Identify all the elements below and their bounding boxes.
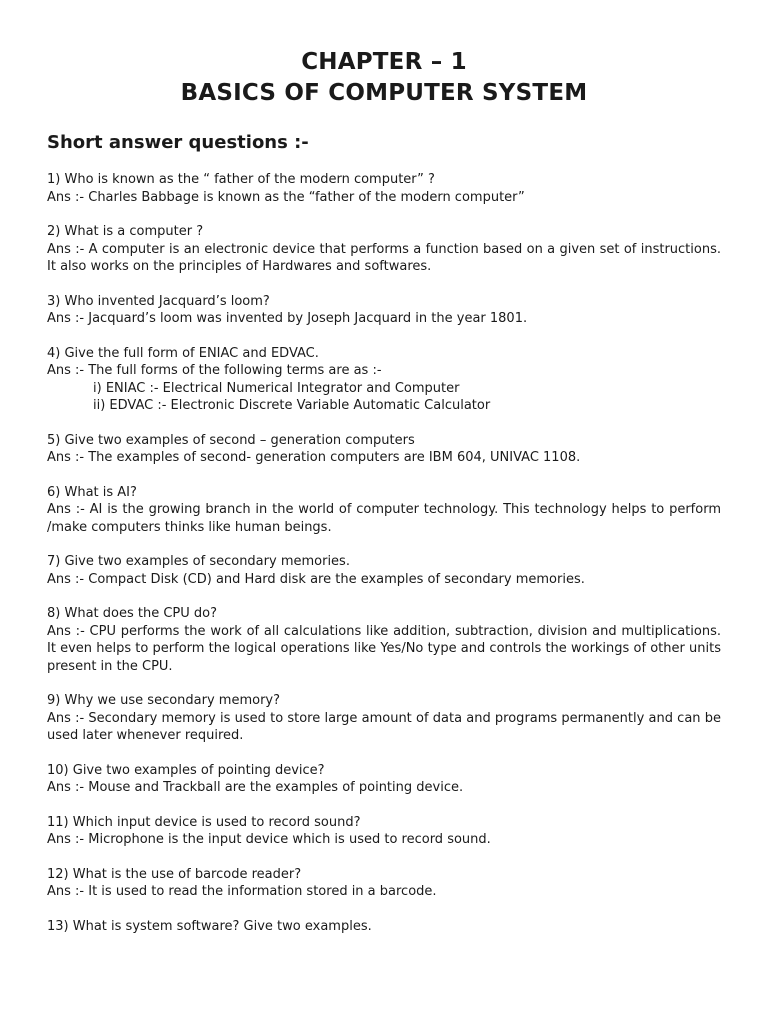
answer-4: Ans :- The full forms of the following terms are as :- <box>47 363 382 378</box>
answer-11: Ans :- Microphone is the input device which is used to record sound. <box>47 832 491 847</box>
answer-3: Ans :- Jacquard’s loom was invented by Joseph Jacquard in the year 1801. <box>47 311 528 326</box>
qa-item-4 <box>47 345 721 415</box>
question-7: 7) Give two examples of secondary memories. <box>47 554 350 569</box>
answer-10: Ans :- Mouse and Trackball are the examples of pointing device. <box>47 780 464 795</box>
qa-item-12 <box>47 866 721 901</box>
qa-item-9 <box>47 692 721 745</box>
qa-item-13 <box>47 918 721 936</box>
answer-2: Ans :- A computer is an electronic device that performs a function based on a given set of instructions. It also works on the principles of Hardwares and softwares. <box>47 241 721 274</box>
question-9: 9) Why we use secondary memory? <box>47 693 281 708</box>
chapter-title: BASICS OF COMPUTER SYSTEM <box>180 80 588 106</box>
answer-1: Ans :- Charles Babbage is known as the “father of the modern computer” <box>47 189 525 205</box>
qa-item-11 <box>47 814 721 849</box>
qa-item-5 <box>47 432 721 467</box>
qa-item-7 <box>47 553 721 588</box>
question-13: 13) What is system software? Give two examples. <box>47 918 372 934</box>
qa-item-8 <box>47 605 721 675</box>
qa-item-6 <box>47 484 721 537</box>
answer-8: Ans :- CPU performs the work of all calculations like addition, subtraction, division and multiplications. It even helps to perform the logical operations like Yes/No type and controls the workings of other units present in the CPU. <box>47 623 721 674</box>
chapter-number: CHAPTER – 1 <box>301 49 467 75</box>
question-11: 11) Which input device is used to record sound? <box>47 814 361 830</box>
answer-4-sub-item-2: ii) EDVAC :- Electronic Discrete Variable Automatic Calculator <box>93 398 491 413</box>
answer-5: Ans :- The examples of second- generation computers are IBM 604, UNIVAC 1108. <box>47 450 581 465</box>
answer-12: Ans :- It is used to read the information stored in a barcode. <box>47 884 437 899</box>
question-1: 1) Who is known as the “ father of the modern computer” ? <box>47 172 435 187</box>
qa-item-1 <box>47 171 721 206</box>
question-2: 2) What is a computer ? <box>47 224 204 239</box>
question-4: 4) Give the full form of ENIAC and EDVAC. <box>47 345 319 361</box>
answer-4-sub-items <box>47 380 721 415</box>
question-6: 6) What is AI? <box>47 484 137 500</box>
question-8: 8) What does the CPU do? <box>47 606 218 621</box>
section-heading: Short answer questions :- <box>47 132 309 153</box>
qa-item-3 <box>47 293 721 328</box>
qa-list <box>47 171 721 935</box>
qa-item-10 <box>47 762 721 797</box>
qa-item-2 <box>47 223 721 276</box>
question-12: 12) What is the use of barcode reader? <box>47 866 302 882</box>
answer-9: Ans :- Secondary memory is used to store large amount of data and programs permanently and can be used later whenever required. <box>47 710 721 743</box>
question-5: 5) Give two examples of second – generation computers <box>47 432 415 448</box>
answer-6: Ans :- AI is the growing branch in the world of computer technology. This technology helps to perform /make computers thinks like human beings. <box>47 502 721 535</box>
question-3: 3) Who invented Jacquard’s loom? <box>47 293 270 309</box>
answer-7: Ans :- Compact Disk (CD) and Hard disk are the examples of secondary memories. <box>47 571 585 587</box>
question-10: 10) Give two examples of pointing device? <box>47 762 325 778</box>
answer-4-sub-item-1: i) ENIAC :- Electrical Numerical Integrator and Computer <box>93 380 460 396</box>
